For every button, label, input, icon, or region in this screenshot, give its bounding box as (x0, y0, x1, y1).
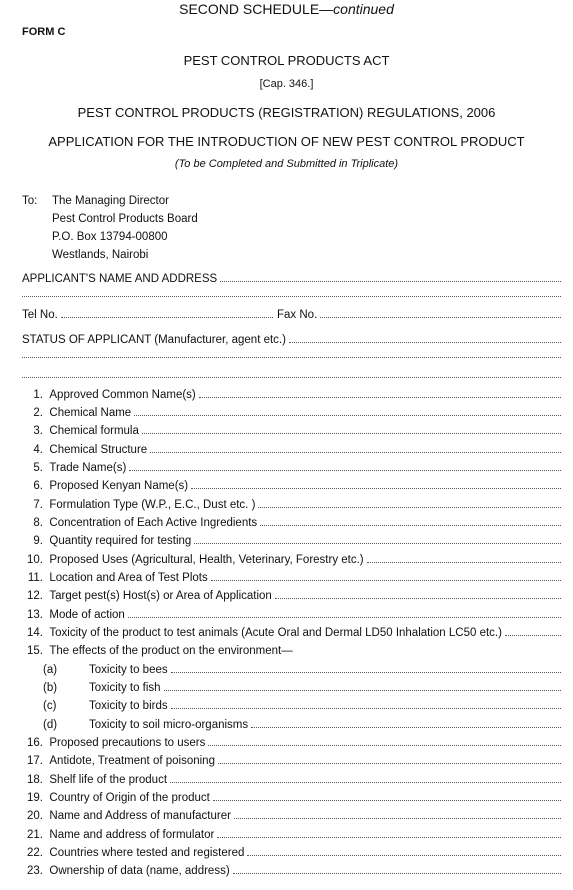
status-field[interactable] (22, 331, 561, 346)
sub-item-label: Toxicity to fish (89, 682, 161, 694)
form-item[interactable] (22, 862, 561, 877)
item-number: 23. (27, 865, 43, 877)
item-label: Mode of action (49, 609, 125, 621)
fill-line[interactable] (234, 818, 561, 819)
fill-line[interactable] (275, 598, 561, 599)
fill-line[interactable] (128, 617, 561, 618)
form-item[interactable] (22, 551, 561, 566)
item-number: 20. (27, 810, 43, 822)
form-item[interactable] (22, 532, 561, 547)
item-label: Proposed precautions to users (49, 737, 206, 749)
form-item[interactable] (22, 569, 561, 584)
form-sub-item[interactable] (43, 679, 561, 694)
sub-item-label: Toxicity to birds (89, 700, 168, 712)
form-sub-item[interactable] (43, 697, 561, 712)
fill-line[interactable] (211, 580, 561, 581)
item-number: 18. (27, 774, 43, 786)
fill-line[interactable] (170, 782, 561, 783)
form-item (22, 642, 561, 657)
fill-line[interactable] (61, 317, 273, 318)
fill-line[interactable] (367, 562, 561, 563)
status-label: STATUS OF APPLICANT (Manufacturer, agent etc.) (22, 334, 286, 346)
item-number: 4. (33, 444, 43, 456)
fill-line[interactable] (213, 800, 561, 801)
item-number: 11. (27, 572, 43, 584)
fill-line[interactable] (129, 470, 561, 471)
form-item[interactable] (22, 459, 561, 474)
item-label: Location and Area of Test Plots (49, 572, 208, 584)
item-number: 22. (27, 847, 43, 859)
item-number: 16. (27, 737, 43, 749)
item-label: Chemical Structure (49, 444, 148, 456)
fill-line[interactable] (194, 543, 561, 544)
address-line: Westlands, Nairobi (52, 249, 149, 261)
fill-line[interactable] (260, 525, 561, 526)
item-number: 1. (33, 389, 43, 401)
address-line: P.O. Box 13794-00800 (52, 231, 168, 243)
fill-line[interactable] (22, 377, 561, 378)
item-number: 5. (33, 462, 43, 474)
act-title: PEST CONTROL PRODUCTS ACT (183, 53, 390, 68)
item-label: Antidote, Treatment of poisoning (49, 755, 215, 767)
form-item[interactable] (22, 807, 561, 822)
form-item[interactable] (22, 789, 561, 804)
item-label: Proposed Kenyan Name(s) (49, 480, 189, 492)
sub-item-label: Toxicity to soil micro-organisms (89, 719, 249, 731)
item-label: Chemical Name (49, 407, 132, 419)
form-item[interactable] (22, 441, 561, 456)
form-sub-item[interactable] (43, 716, 561, 731)
item-label: Approved Common Name(s) (49, 389, 196, 401)
cap-reference: [Cap. 346.] (259, 78, 314, 90)
sub-item-letter: (d) (43, 719, 58, 731)
fill-line[interactable] (171, 708, 561, 709)
fill-line[interactable] (505, 635, 561, 636)
fill-line[interactable] (289, 342, 561, 343)
form-item[interactable] (22, 514, 561, 529)
fill-line[interactable] (218, 763, 561, 764)
item-number: 17. (27, 755, 43, 767)
sub-item-letter: (b) (43, 682, 58, 694)
item-label: Shelf life of the product (49, 774, 168, 786)
fill-line[interactable] (217, 837, 561, 838)
form-sub-item[interactable] (43, 661, 561, 676)
fill-line[interactable] (233, 873, 561, 874)
item-number: 21. (27, 829, 43, 841)
item-number: 19. (27, 792, 43, 804)
fill-line[interactable] (22, 296, 561, 297)
tel-field[interactable] (22, 306, 273, 321)
item-number: 14. (27, 627, 43, 639)
sub-item-letter: (a) (43, 664, 58, 676)
item-label: Formulation Type (W.P., E.C., Dust etc. ) (49, 499, 256, 511)
item-label: Quantity required for testing (49, 535, 192, 547)
applicant-name-field[interactable] (22, 270, 561, 285)
item-label: Name and address of formulator (49, 829, 215, 841)
to-label: To: (22, 195, 38, 207)
item-number: 9. (33, 535, 43, 547)
fill-line[interactable] (134, 415, 561, 416)
fill-line[interactable] (247, 855, 561, 856)
item-label: Concentration of Each Active Ingredients (49, 517, 258, 529)
item-number: 8. (33, 517, 43, 529)
item-label: Target pest(s) Host(s) or Area of Application (49, 590, 272, 602)
item-label: Chemical formula (49, 425, 139, 437)
item-label: Country of Origin of the product (49, 792, 210, 804)
item-label: Countries where tested and registered (49, 847, 245, 859)
fill-line[interactable] (251, 727, 561, 728)
form-item[interactable] (22, 734, 561, 749)
form-item[interactable] (22, 422, 561, 437)
address-line: Pest Control Products Board (52, 213, 198, 225)
form-item[interactable] (22, 624, 561, 639)
item-number: 3. (33, 425, 43, 437)
fill-line[interactable] (320, 317, 561, 318)
form-label: FORM C (22, 26, 66, 38)
item-number: 12. (27, 590, 43, 602)
form-item[interactable] (22, 477, 561, 492)
applicant-name-label: APPLICANT'S NAME AND ADDRESS (22, 273, 218, 285)
fill-line[interactable] (258, 507, 561, 508)
application-title: APPLICATION FOR THE INTRODUCTION OF NEW PEST CONTROL PRODUCT (48, 134, 525, 149)
item-label: Toxicity of the product to test animals (Acute Oral and Dermal LD50 Inhalation LC50 etc.) (49, 627, 502, 639)
fill-line[interactable] (142, 433, 561, 434)
fill-line[interactable] (208, 745, 561, 746)
fill-line[interactable] (171, 672, 561, 673)
form-item[interactable] (22, 404, 561, 419)
fill-line[interactable] (220, 281, 561, 282)
form-item[interactable] (22, 496, 561, 511)
form-item[interactable] (22, 771, 561, 786)
fill-line[interactable] (22, 357, 561, 358)
fax-field[interactable] (277, 306, 561, 321)
fill-line[interactable] (164, 690, 561, 691)
form-item[interactable] (22, 752, 561, 767)
triplicate-note: (To be Completed and Submitted in Triplicate) (174, 158, 399, 170)
item-number: 13. (27, 609, 43, 621)
item-number: 10. (27, 554, 43, 566)
sub-item-label: Toxicity to bees (89, 664, 168, 676)
sub-item-letter: (c) (43, 700, 57, 712)
schedule-heading (0, 1, 573, 17)
tel-label: Tel No. (22, 309, 58, 321)
regulations-title: PEST CONTROL PRODUCTS (REGISTRATION) REGULATIONS, 2006 (77, 105, 496, 120)
item-number: 6. (33, 480, 43, 492)
item-label: Proposed Uses (Agricultural, Health, Veterinary, Forestry etc.) (49, 554, 364, 566)
item-label: The effects of the product on the environment— (49, 645, 293, 657)
form-item[interactable] (22, 386, 561, 401)
fill-line[interactable] (150, 452, 561, 453)
item-label: Ownership of data (name, address) (49, 865, 230, 877)
fill-line[interactable] (199, 397, 561, 398)
form-item[interactable] (22, 606, 561, 621)
fax-label: Fax No. (277, 309, 318, 321)
form-item[interactable] (22, 844, 561, 859)
item-label: Trade Name(s) (49, 462, 127, 474)
schedule-continued: continued (333, 1, 394, 17)
item-number: 7. (33, 499, 43, 511)
item-label: Name and Address of manufacturer (49, 810, 231, 822)
schedule-main: SECOND SCHEDULE— (179, 1, 334, 17)
item-number: 15. (27, 645, 43, 657)
fill-line[interactable] (191, 488, 561, 489)
form-item[interactable] (22, 826, 561, 841)
form-item[interactable] (22, 587, 561, 602)
address-line: The Managing Director (52, 195, 169, 207)
item-number: 2. (33, 407, 43, 419)
